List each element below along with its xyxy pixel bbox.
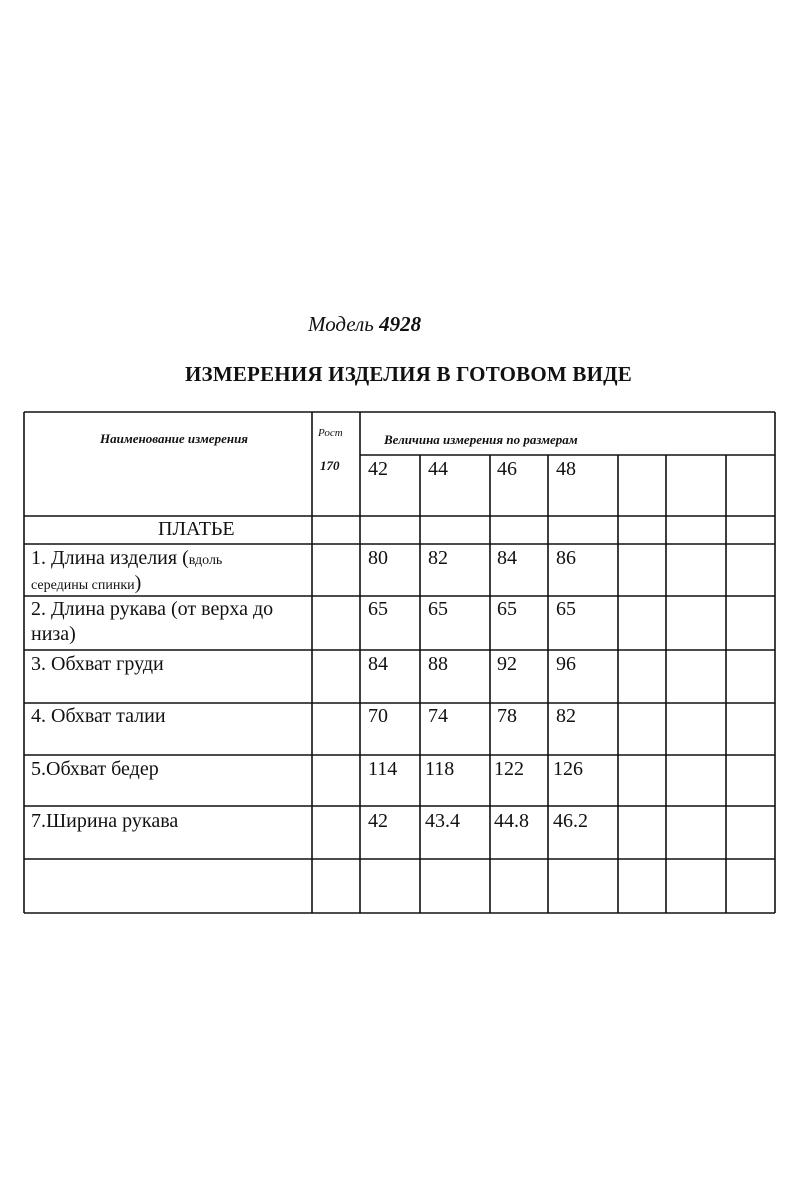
row-name-line2 <box>31 572 141 595</box>
row-name-text: ) <box>134 572 142 594</box>
row-name-note: середины спинки <box>31 578 135 593</box>
table-cell: 88 <box>428 653 448 675</box>
row-name: 5.Обхват бедер <box>31 758 159 780</box>
row-name: 7.Ширина рукава <box>31 810 179 832</box>
table-cell: 65 <box>556 598 576 620</box>
table-cell: 86 <box>556 547 576 569</box>
table-cell: 80 <box>368 547 388 569</box>
header-measurement-name: Наименование измерения <box>100 431 248 446</box>
table-cell: 74 <box>428 705 448 727</box>
table-cell: 78 <box>497 705 517 727</box>
row-name: 3. Обхват груди <box>31 653 164 675</box>
table-cell: 46.2 <box>553 810 588 832</box>
table-cell: 96 <box>556 653 576 675</box>
size-header-cell: 44 <box>428 458 448 480</box>
table-cell: 84 <box>497 547 517 569</box>
table-cell: 42 <box>368 810 388 832</box>
table-cell: 70 <box>368 705 388 727</box>
size-header-cell: 48 <box>556 458 576 480</box>
table-cell: 84 <box>368 653 388 675</box>
row-name: 2. Длина рукава (от верха до <box>31 598 274 620</box>
table-cell: 114 <box>368 758 398 780</box>
table-cell: 44.8 <box>494 810 529 832</box>
row-name: 4. Обхват талии <box>31 705 166 727</box>
header-height-value: 170 <box>320 458 340 473</box>
row-name-text: 1. Длина изделия ( <box>31 547 189 569</box>
table-cell: 122 <box>494 758 524 780</box>
table-cell: 43.4 <box>425 810 460 832</box>
header-height-label: Рост <box>318 427 343 439</box>
row-name <box>31 547 222 570</box>
row-name-note: вдоль <box>188 553 223 568</box>
table-cell: 65 <box>497 598 517 620</box>
table-cell: 118 <box>425 758 455 780</box>
size-header-cell: 42 <box>368 458 388 480</box>
model-number: 4928 <box>379 312 422 336</box>
section-title: ПЛАТЬЕ <box>158 518 235 540</box>
table-cell: 92 <box>497 653 517 675</box>
table-cell: 82 <box>428 547 448 569</box>
document-title: ИЗМЕРЕНИЯ ИЗДЕЛИЯ В ГОТОВОМ ВИДЕ <box>185 362 632 386</box>
model-word: Модель <box>308 312 374 336</box>
table-cell: 65 <box>368 598 388 620</box>
row-name-line2: низа) <box>31 623 76 645</box>
table-cell: 65 <box>428 598 448 620</box>
table-cell: 126 <box>553 758 583 780</box>
size-header-cell: 46 <box>497 458 517 480</box>
header-sizes-label: Величина измерения по размерам <box>384 432 578 447</box>
table-cell: 82 <box>556 705 576 727</box>
